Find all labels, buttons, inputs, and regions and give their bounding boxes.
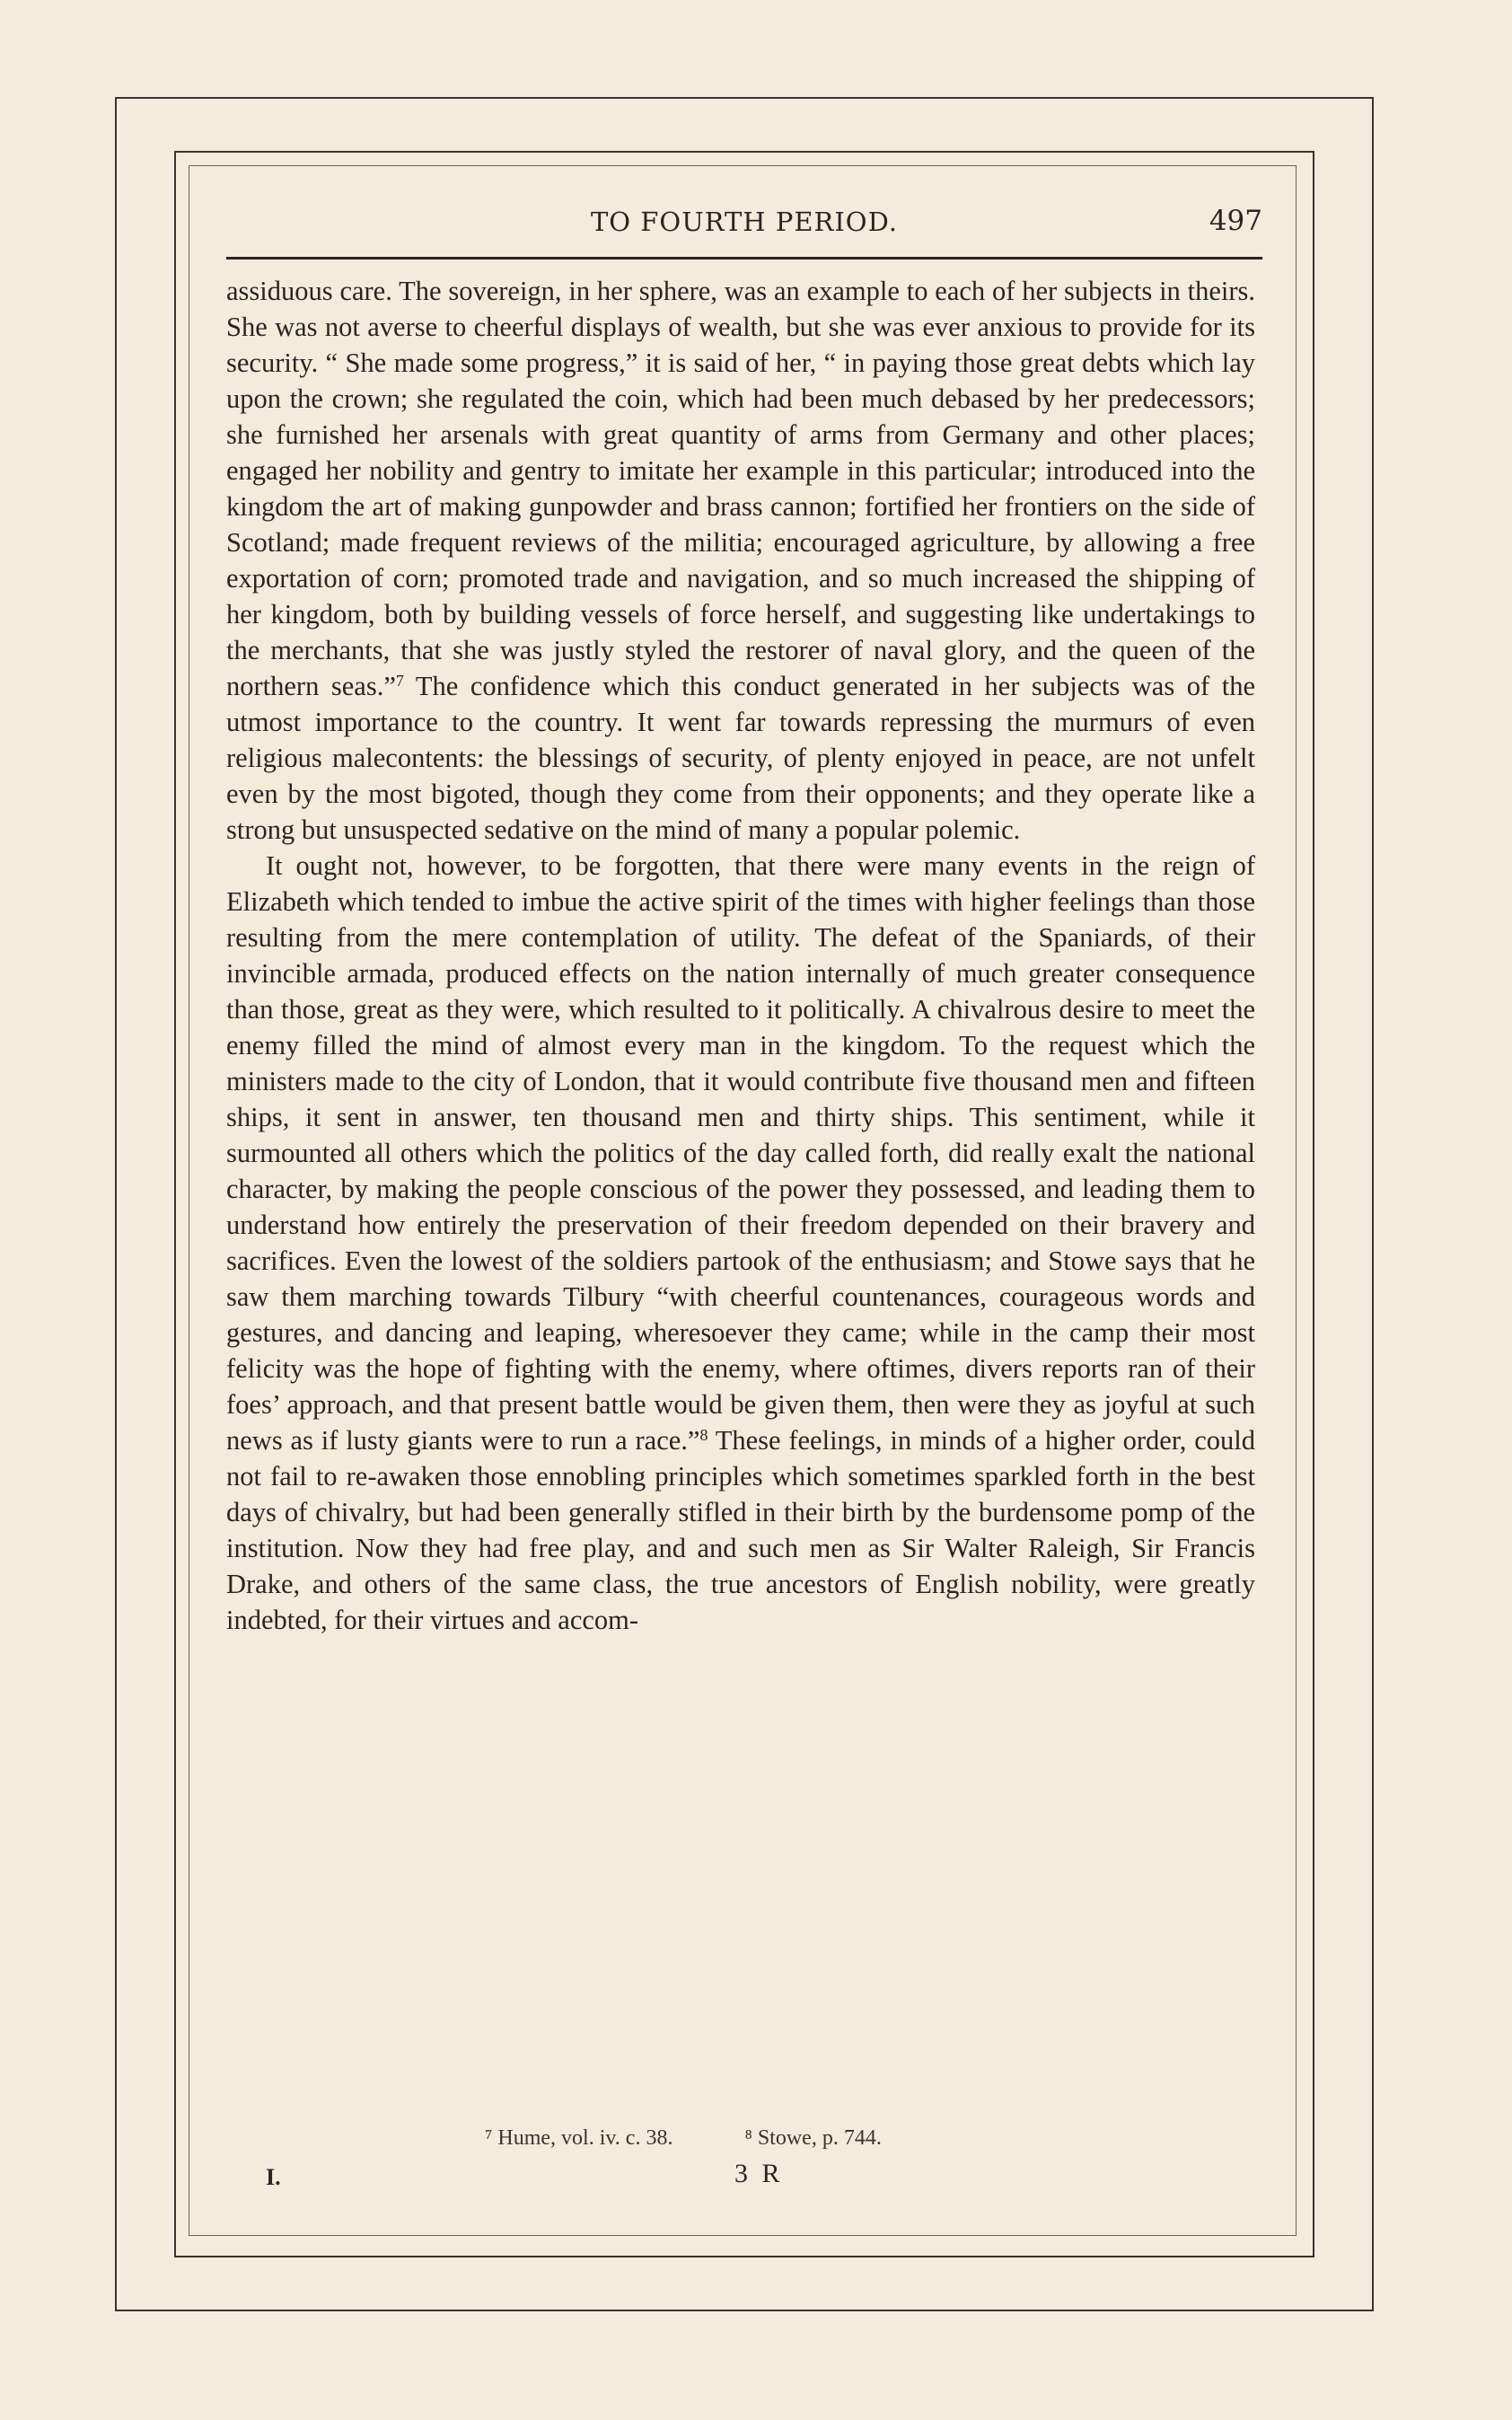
body-text	[226, 273, 1255, 1638]
paragraph-1-text-a: assiduous care. The sovereign, in her sphere, was an example to each of her subjects in theirs. She was not averse to cheerful displays of wealth, but she was ever anxious to provide for its security. “ She made some progress,” it is said of her, “ in paying those great debts which lay upon the crown; she regulated the coin, which had been much debased by her predecessors; she furnished her arsenals with great quantity of arms from Germany and other places; engaged her nobility and gentry to imitate her example in this particular; introduced into the kingdom the art of making gunpowder and brass cannon; fortified her frontiers on the side of Scotland; made frequent reviews of the militia; encouraged agriculture, by allowing a free exportation of corn; promoted trade and navigation, and so much increased the shipping of her kingdom, both by building vessels of force herself, and suggesting like undertakings to the merchants, that she was justly styled the restorer of naval glory, and the queen of the northern seas.”	[226, 276, 1255, 701]
volume-signature: I.	[266, 2164, 281, 2190]
footnotes	[485, 2126, 1113, 2151]
header-rule	[226, 257, 1262, 260]
paragraph-2-text-b: These feelings, in minds of a higher order, could not fail to re-awaken those ennobling principles which sometimes sparkled forth in the best days of chivalry, but had been generally stifled in their birth by the burdensome pomp of the institution. Now they had free play, and and such men as Sir Walter Raleigh, Sir Francis Drake, and others of the same class, the true ancestors of English nobility, were greatly indebted, for their virtues and accom-	[226, 1425, 1255, 1635]
paragraph-1-text-b: The confidence which this conduct generated in her subjects was of the utmost importance to the country. It went far towards repressing the murmurs of even religious malecontents: the blessings of security, of plenty enjoyed in peace, are not unfelt even by the most bigoted, though they come from their opponents; and they operate like a strong but unsuspected sedative on the mind of many a popular polemic.	[226, 671, 1255, 845]
footnote-ref-8: 8	[699, 1426, 708, 1444]
gathering-signature: 3 R	[734, 2159, 784, 2188]
page-header	[226, 203, 1262, 246]
paragraph-2	[226, 848, 1255, 1638]
running-head: TO FOURTH PERIOD.	[590, 207, 899, 237]
footnote-7: ⁷ Hume, vol. iv. c. 38.	[485, 2126, 673, 2150]
paragraph-1	[226, 273, 1255, 848]
footnote-8: ⁸ Stowe, p. 744.	[744, 2126, 882, 2150]
page-number: 497	[1209, 205, 1262, 237]
footnote-ref-7: 7	[395, 672, 404, 690]
paragraph-2-text-a: It ought not, however, to be forgotten, that there were many events in the reign of Elizabeth which tended to imbue the active spirit of the times with higher feelings than those resulting from the mere contemplation of utility. The defeat of the Spaniards, of their invincible armada, produced effects on the nation internally of much greater consequence than those, great as they were, which resulted to it politically. A chivalrous desire to meet the enemy filled the mind of almost every man in the kingdom. To the request which the ministers made to the city of London, that it would contribute five thousand men and fifteen ships, it sent in answer, ten thousand men and thirty ships. This sentiment, while it surmounted all others which the politics of the day called forth, did really exalt the national character, by making the people conscious of the power they possessed, and leading them to understand how entirely the preservation of their freedom depended on their bravery and sacrifices. Even the lowest of the soldiers partook of the enthusiasm; and Stowe says that he saw them marching towards Tilbury “with cheerful countenances, courageous words and gestures, and dancing and leaping, wheresoever they came; while in the camp their most felicity was the hope of fighting with the enemy, where oftimes, divers reports ran of their foes’ approach, and that present battle would be given them, then were they as joyful at such news as if lusty giants were to run a race.”	[226, 850, 1255, 1456]
